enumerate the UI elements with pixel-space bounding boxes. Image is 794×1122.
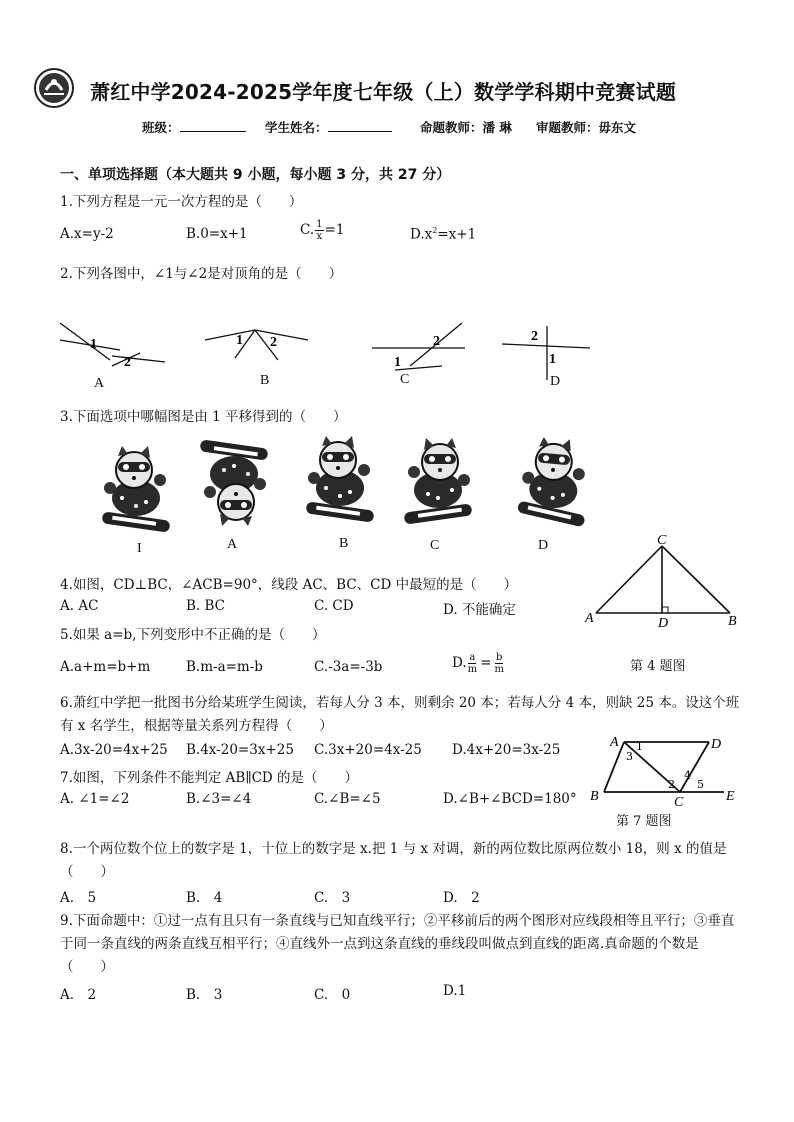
svg-text:1: 1 [636,740,643,753]
q6-option-b[interactable]: B.4x-20=3x+25 [186,742,294,758]
q4-figure [580,530,750,630]
q1-stem: 1.下列方程是一元一次方程的是（ ） [60,194,303,210]
q2-figure-d [502,326,590,380]
q2-label-c[interactable]: C [400,372,410,387]
q3-stem: 3.下面选项中哪幅图是由 1 平移得到的（ ） [60,409,347,425]
q4-caption: 第 4 题图 [630,659,686,674]
q5-option-c[interactable]: C.-3a=-3b [314,659,383,675]
q8-stem: 8.一个两位数个位上的数字是 1，十位上的数字是 x.把 1 与 x 对调，新的两位数比原两位数小 18，则 x 的值是（ ） [60,841,727,880]
student-name-field [265,118,392,136]
q2-figure-a [60,323,165,370]
svg-text:A: A [610,735,619,750]
q3-label-b[interactable]: B [339,536,349,551]
class-blank[interactable] [180,119,246,132]
svg-text:E: E [726,789,735,804]
page-title: 萧红中学2024-2025学年度七年级（上）数学学科期中竞赛试题 [90,80,677,104]
reviewer-teacher: 审题教师：毋东文 [536,120,637,135]
q7-option-d[interactable]: D.∠B+∠BCD=180° [443,791,577,807]
q2-figures [50,318,590,396]
q9-option-c[interactable]: C. 0 [314,987,351,1003]
svg-text:1: 1 [549,352,556,367]
q1-option-b[interactable]: B.0=x+1 [186,226,248,242]
q6-stem: 6.萧红中学把一批图书分给某班学生阅读，若每人分 3 本，则剩余 20 本；若每人分 4 本，则缺 25 本。设这个班有 x 名学生，根据等量关系列方程得（ ） [60,695,740,734]
q2-figure-c [372,323,465,370]
class-label: 班级： [142,120,180,135]
svg-text:B: B [728,614,737,629]
q7-option-c[interactable]: C.∠B=∠5 [314,791,381,807]
svg-text:C: C [674,795,684,808]
svg-text:B: B [590,789,599,804]
q7-option-a[interactable]: A. ∠1=∠2 [60,791,130,807]
svg-text:D: D [658,616,669,630]
q3-label-c[interactable]: C [430,538,440,553]
q9-option-b[interactable]: B. 3 [186,987,223,1003]
q7-caption: 第 7 题图 [616,814,672,829]
svg-text:2: 2 [531,329,538,344]
q3-image-i [98,440,174,540]
q7-stem: 7.如图，下列条件不能判定 AB∥CD 的是（ ） [60,770,359,786]
q4-stem: 4.如图，CD⊥BC，∠ACB=90°，线段 AC、BC、CD 中最短的是（ ） [60,577,518,593]
q6-option-d[interactable]: D.4x+20=3x-25 [452,742,561,758]
q9-option-a[interactable]: A. 2 [60,987,97,1003]
q8-option-c[interactable]: C. 3 [314,890,351,906]
q4-option-b[interactable]: B. BC [186,598,226,614]
student-name-blank[interactable] [328,119,392,132]
q3-image-d[interactable] [516,432,592,532]
q8-option-d[interactable]: D. 2 [443,890,480,906]
q3-label-d[interactable]: D [538,538,549,553]
q7-figure [584,728,744,808]
q9-stem: 9.下面命题中：①过一点有且只有一条直线与已知直线平行；②平移前后的两个图形对应线段相等且平行；③垂直于同一条直线的两条直线互相平行；④直线外一点到这条直线的垂线段叫做点到直线的距离.真命题的个数是（ ） [60,913,735,975]
svg-text:3: 3 [626,750,633,763]
q2-label-b[interactable]: B [260,373,270,388]
svg-text:D: D [711,737,722,752]
section-title: 一、单项选择题（本大题共 9 小题，每小题 3 分，共 27 分） [60,167,451,183]
q3-image-b[interactable] [302,430,378,530]
q3-image-a[interactable] [196,432,272,532]
q5-option-d[interactable]: D. $\frac{a}{m}$ = $\frac{b}{m}$ [452,652,504,675]
q2-label-a[interactable]: A [94,376,105,391]
q2-figure-b [205,330,308,360]
class-field [142,118,246,136]
svg-text:2: 2 [668,778,675,791]
q2-label-d[interactable]: D [550,374,561,389]
q4-option-d[interactable]: D. 不能确定 [443,602,516,618]
q4-option-c[interactable]: C. CD [314,598,354,614]
q1-option-d[interactable]: $D.x^2=x+1$ [410,226,477,243]
svg-text:C: C [657,533,667,548]
svg-text:2: 2 [270,335,277,350]
svg-text:5: 5 [697,778,704,791]
svg-text:2: 2 [124,355,131,370]
q8-option-a[interactable]: A. 5 [60,890,97,906]
q3-label-i: I [137,541,142,556]
svg-text:4: 4 [684,769,691,782]
author-teacher: 命题教师：潘 琳 [420,120,512,135]
q5-option-a[interactable]: A.a+m=b+m [60,659,151,675]
q2-stem: 2.下列各图中，∠1与∠2是对顶角的是（ ） [60,266,343,282]
q6-option-c[interactable]: C.3x+20=4x-25 [314,742,422,758]
q5-stem: 5.如果 a=b,下列变形中不正确的是（ ） [60,627,326,643]
q3-image-c[interactable] [400,432,476,532]
school-logo [34,68,74,108]
q3-label-a[interactable]: A [227,537,238,552]
q8-option-b[interactable]: B. 4 [186,890,223,906]
svg-text:2: 2 [433,334,440,349]
svg-text:A: A [585,611,594,626]
q9-option-d[interactable]: D.1 [443,983,467,999]
q4-option-a[interactable]: A. AC [60,598,99,614]
svg-text:1: 1 [236,333,243,348]
q1-option-a[interactable]: A.x=y-2 [60,226,114,242]
student-name-label: 学生姓名： [265,120,328,135]
q1-option-c[interactable]: C. $\frac{1}{x}$ =1 [300,219,345,242]
svg-text:1: 1 [394,355,401,370]
q1-c-fraction: $\frac{1}{x}$ [316,219,323,242]
q7-option-b[interactable]: B.∠3=∠4 [186,791,252,807]
q5-option-b[interactable]: B.m-a=m-b [186,659,263,675]
svg-text:1: 1 [90,337,97,352]
q6-option-a[interactable]: A.3x-20=4x+25 [60,742,168,758]
